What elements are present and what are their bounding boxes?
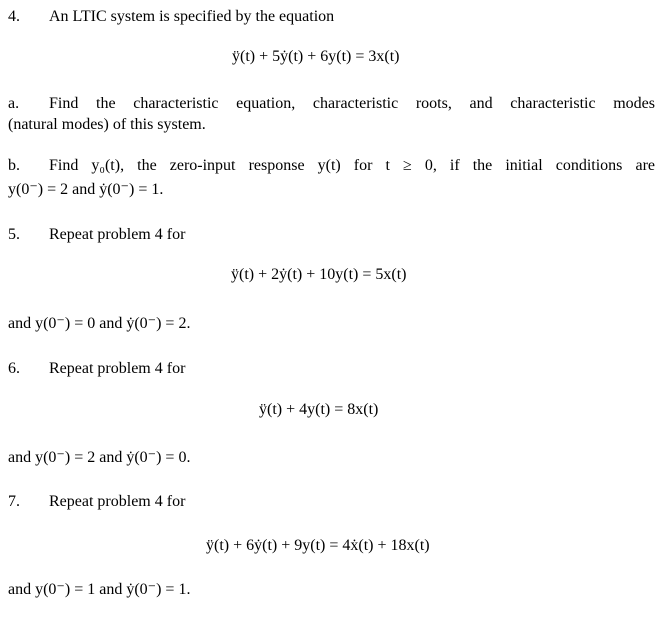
problem-4b-label: b. bbox=[8, 157, 20, 174]
problem-4-number: 4. bbox=[8, 8, 20, 25]
problem-6-statement: Repeat problem 4 for bbox=[49, 360, 186, 377]
problem-4-statement: An LTIC system is specified by the equation bbox=[49, 8, 335, 25]
problem-6-conditions: and y(0⁻) = 2 and ẏ(0⁻) = 0. bbox=[8, 449, 191, 466]
problem-4b-line1: Find y₀(t), the zero-input response y(t) for t ≥ 0, if the initial conditions are bbox=[49, 157, 655, 174]
problem-4a-line1: Find the characteristic equation, characteristic roots, and characteristic modes bbox=[49, 95, 655, 112]
problem-7-statement: Repeat problem 4 for bbox=[49, 493, 186, 510]
problem-5-statement: Repeat problem 4 for bbox=[49, 226, 186, 243]
problem-6-equation: ÿ(t) + 4y(t) = 8x(t) bbox=[259, 401, 379, 418]
problem-5-conditions: and y(0⁻) = 0 and ẏ(0⁻) = 2. bbox=[8, 315, 191, 332]
problem-6-number: 6. bbox=[8, 360, 20, 377]
problem-5-number: 5. bbox=[8, 226, 20, 243]
problem-4a-line2: (natural modes) of this system. bbox=[8, 116, 206, 133]
problem-4-equation: ÿ(t) + 5ẏ(t) + 6y(t) = 3x(t) bbox=[232, 48, 400, 65]
problem-4b-line2: y(0⁻) = 2 and ẏ(0⁻) = 1. bbox=[8, 181, 164, 198]
problem-7-conditions: and y(0⁻) = 1 and ẏ(0⁻) = 1. bbox=[8, 581, 191, 598]
problem-7-equation: ÿ(t) + 6ẏ(t) + 9y(t) = 4ẋ(t) + 18x(t) bbox=[206, 537, 430, 554]
problem-7-number: 7. bbox=[8, 493, 20, 510]
problem-4a-label: a. bbox=[8, 95, 20, 112]
problem-5-equation: ÿ(t) + 2ẏ(t) + 10y(t) = 5x(t) bbox=[231, 266, 407, 283]
